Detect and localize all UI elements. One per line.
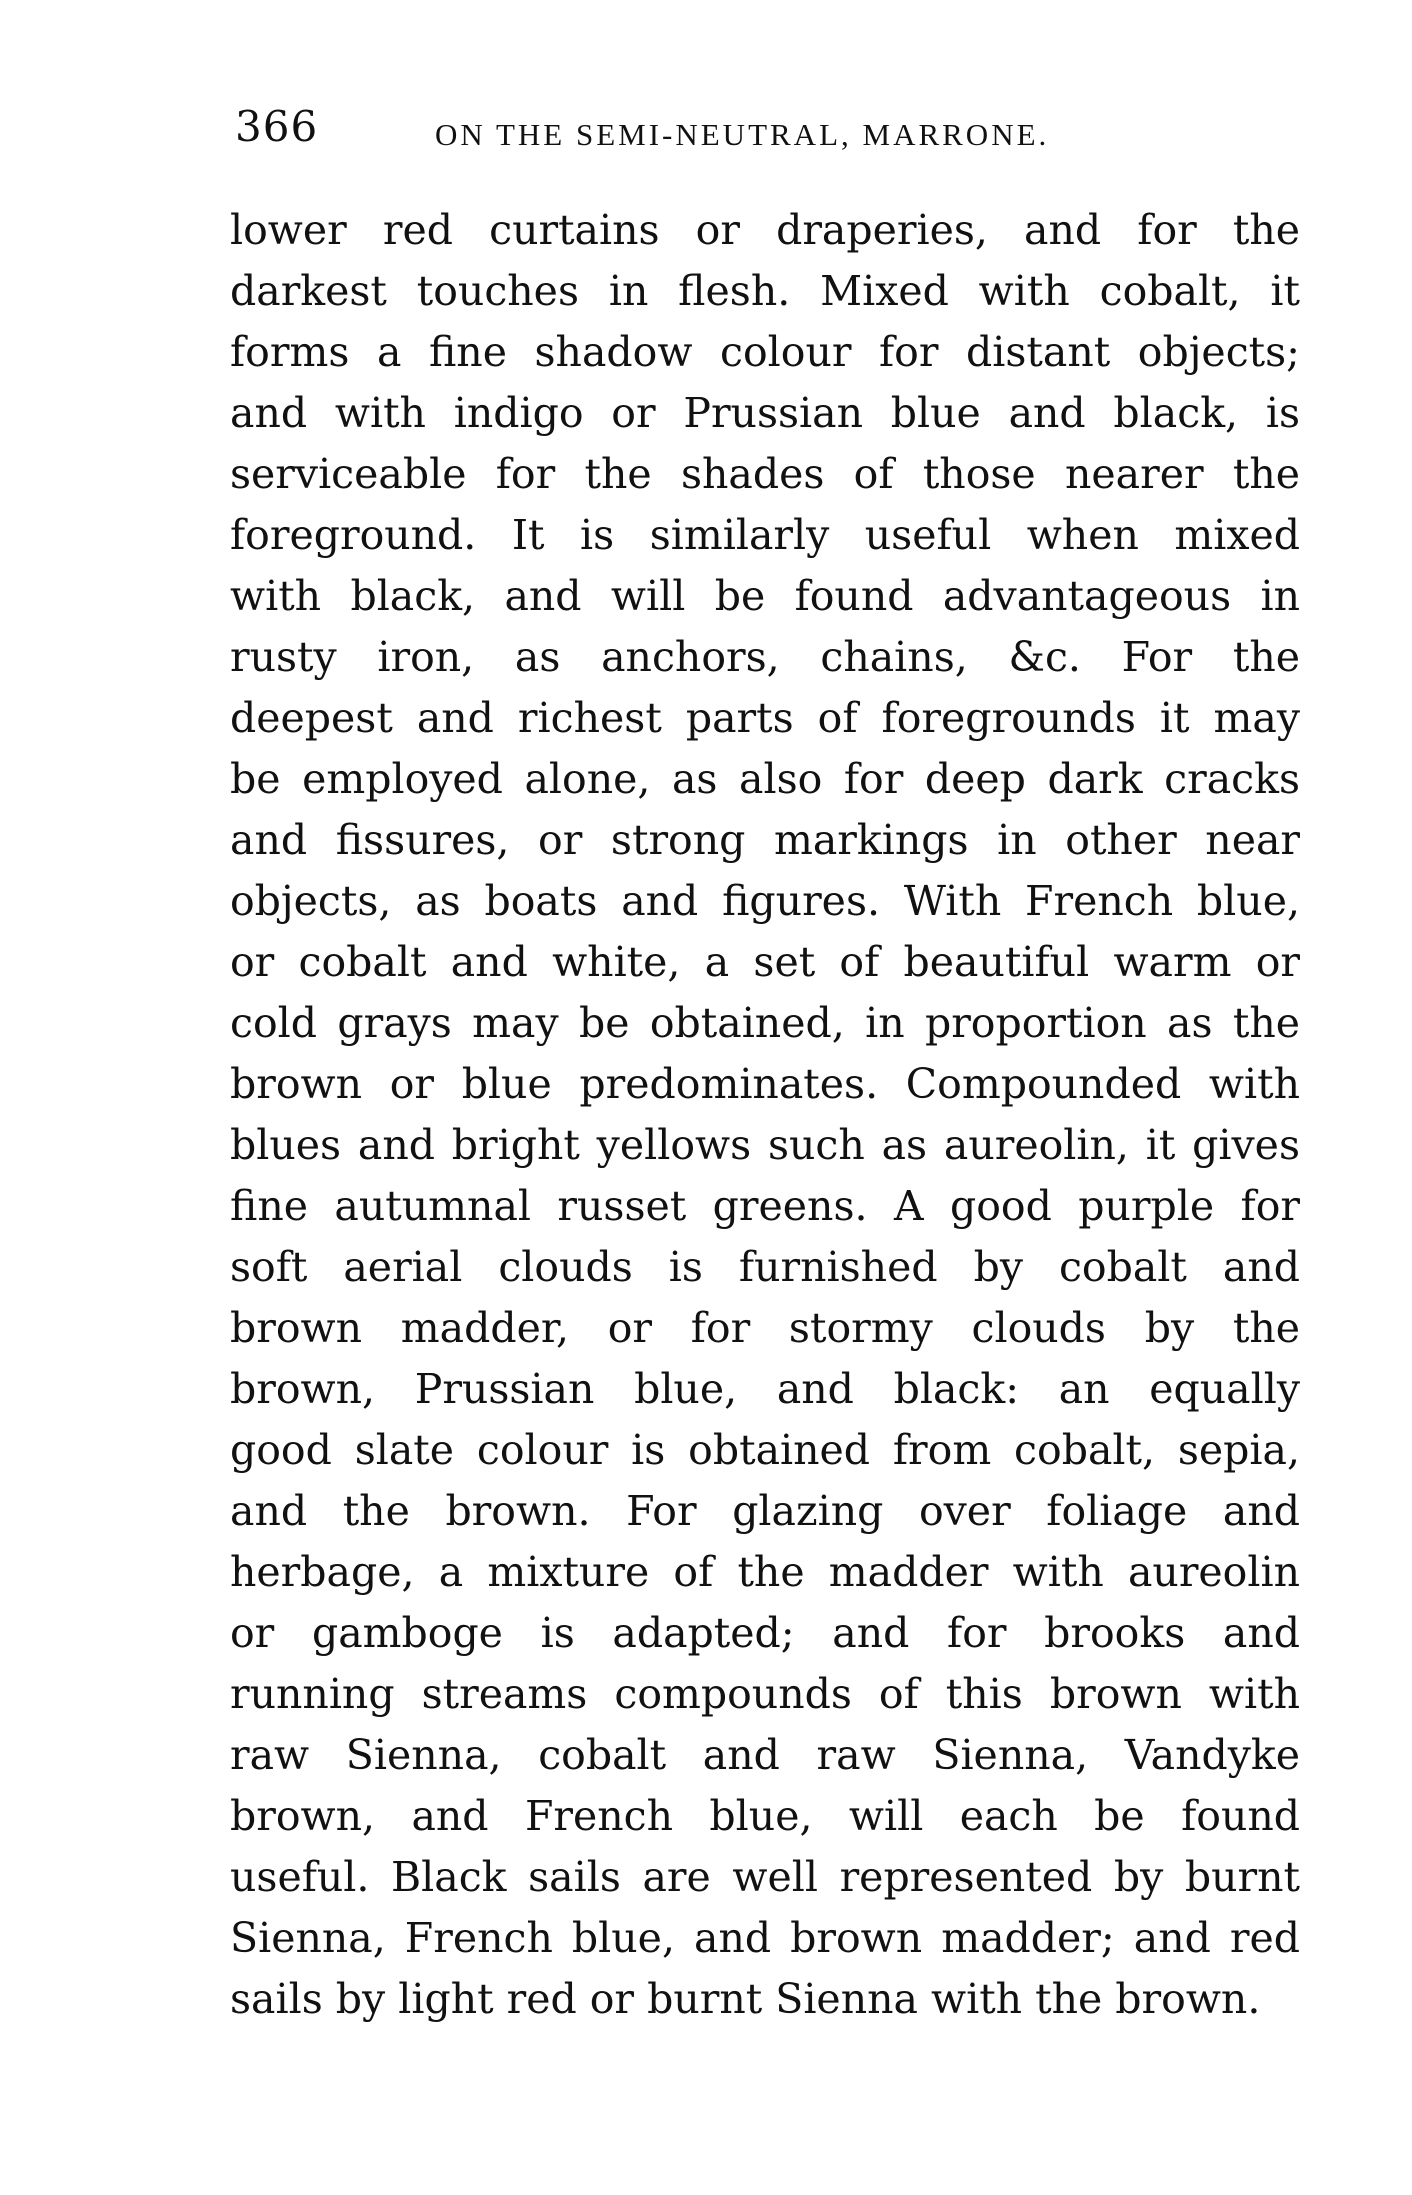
text-line: and with indigo or Prussian blue and black, is bbox=[230, 389, 1300, 437]
text-line: fine autumnal russet greens. A good purple for bbox=[230, 1182, 1300, 1230]
text-line: brown madder, or for stormy clouds by the bbox=[230, 1304, 1300, 1352]
text-line: foreground. It is similarly useful when mixed bbox=[230, 511, 1300, 559]
text-line: and the brown. For glazing over foliage and bbox=[230, 1487, 1300, 1535]
text-line: blues and bright yellows such as aureolin, it gives bbox=[230, 1121, 1300, 1169]
text-line: serviceable for the shades of those nearer the bbox=[230, 450, 1300, 498]
text-line: darkest touches in flesh. Mixed with cobalt, it bbox=[230, 267, 1300, 315]
text-line: forms a fine shadow colour for distant objects; bbox=[230, 328, 1300, 376]
text-line: lower red curtains or draperies, and for the bbox=[230, 206, 1300, 254]
text-line: raw Sienna, cobalt and raw Sienna, Vandyke bbox=[230, 1731, 1300, 1779]
page-header bbox=[235, 100, 1295, 160]
text-line: or gamboge is adapted; and for brooks and bbox=[230, 1609, 1300, 1657]
text-line: brown, and French blue, will each be found bbox=[230, 1792, 1300, 1840]
text-line: deepest and richest parts of foregrounds it may bbox=[230, 694, 1300, 742]
text-line: and fissures, or strong markings in other near bbox=[230, 816, 1300, 864]
text-line: brown, Prussian blue, and black: an equally bbox=[230, 1365, 1300, 1413]
body-text bbox=[230, 200, 1300, 2030]
text-line: soft aerial clouds is furnished by cobalt and bbox=[230, 1243, 1300, 1291]
text-line: objects, as boats and figures. With French blue, bbox=[230, 877, 1300, 925]
text-line: useful. Black sails are well represented by burnt bbox=[230, 1853, 1300, 1901]
text-line: rusty iron, as anchors, chains, &c. For the bbox=[230, 633, 1300, 681]
running-head: ON THE SEMI-NEUTRAL, MARRONE. bbox=[435, 117, 1050, 152]
text-line: good slate colour is obtained from cobalt, sepia, bbox=[230, 1426, 1300, 1474]
text-line: Sienna, French blue, and brown madder; and red bbox=[230, 1914, 1300, 1962]
text-line: be employed alone, as also for deep dark cracks bbox=[230, 755, 1300, 803]
text-line: with black, and will be found advantageous in bbox=[230, 572, 1300, 620]
text-line: running streams compounds of this brown with bbox=[230, 1670, 1300, 1718]
text-line: or cobalt and white, a set of beautiful warm or bbox=[230, 938, 1300, 986]
text-line: herbage, a mixture of the madder with aureolin bbox=[230, 1548, 1300, 1596]
text-line: sails by light red or burnt Sienna with the brown. bbox=[230, 1975, 1261, 2023]
page-number: 366 bbox=[235, 102, 319, 151]
text-line: cold grays may be obtained, in proportion as the bbox=[230, 999, 1300, 1047]
text-line: brown or blue predominates. Compounded with bbox=[230, 1060, 1300, 1108]
